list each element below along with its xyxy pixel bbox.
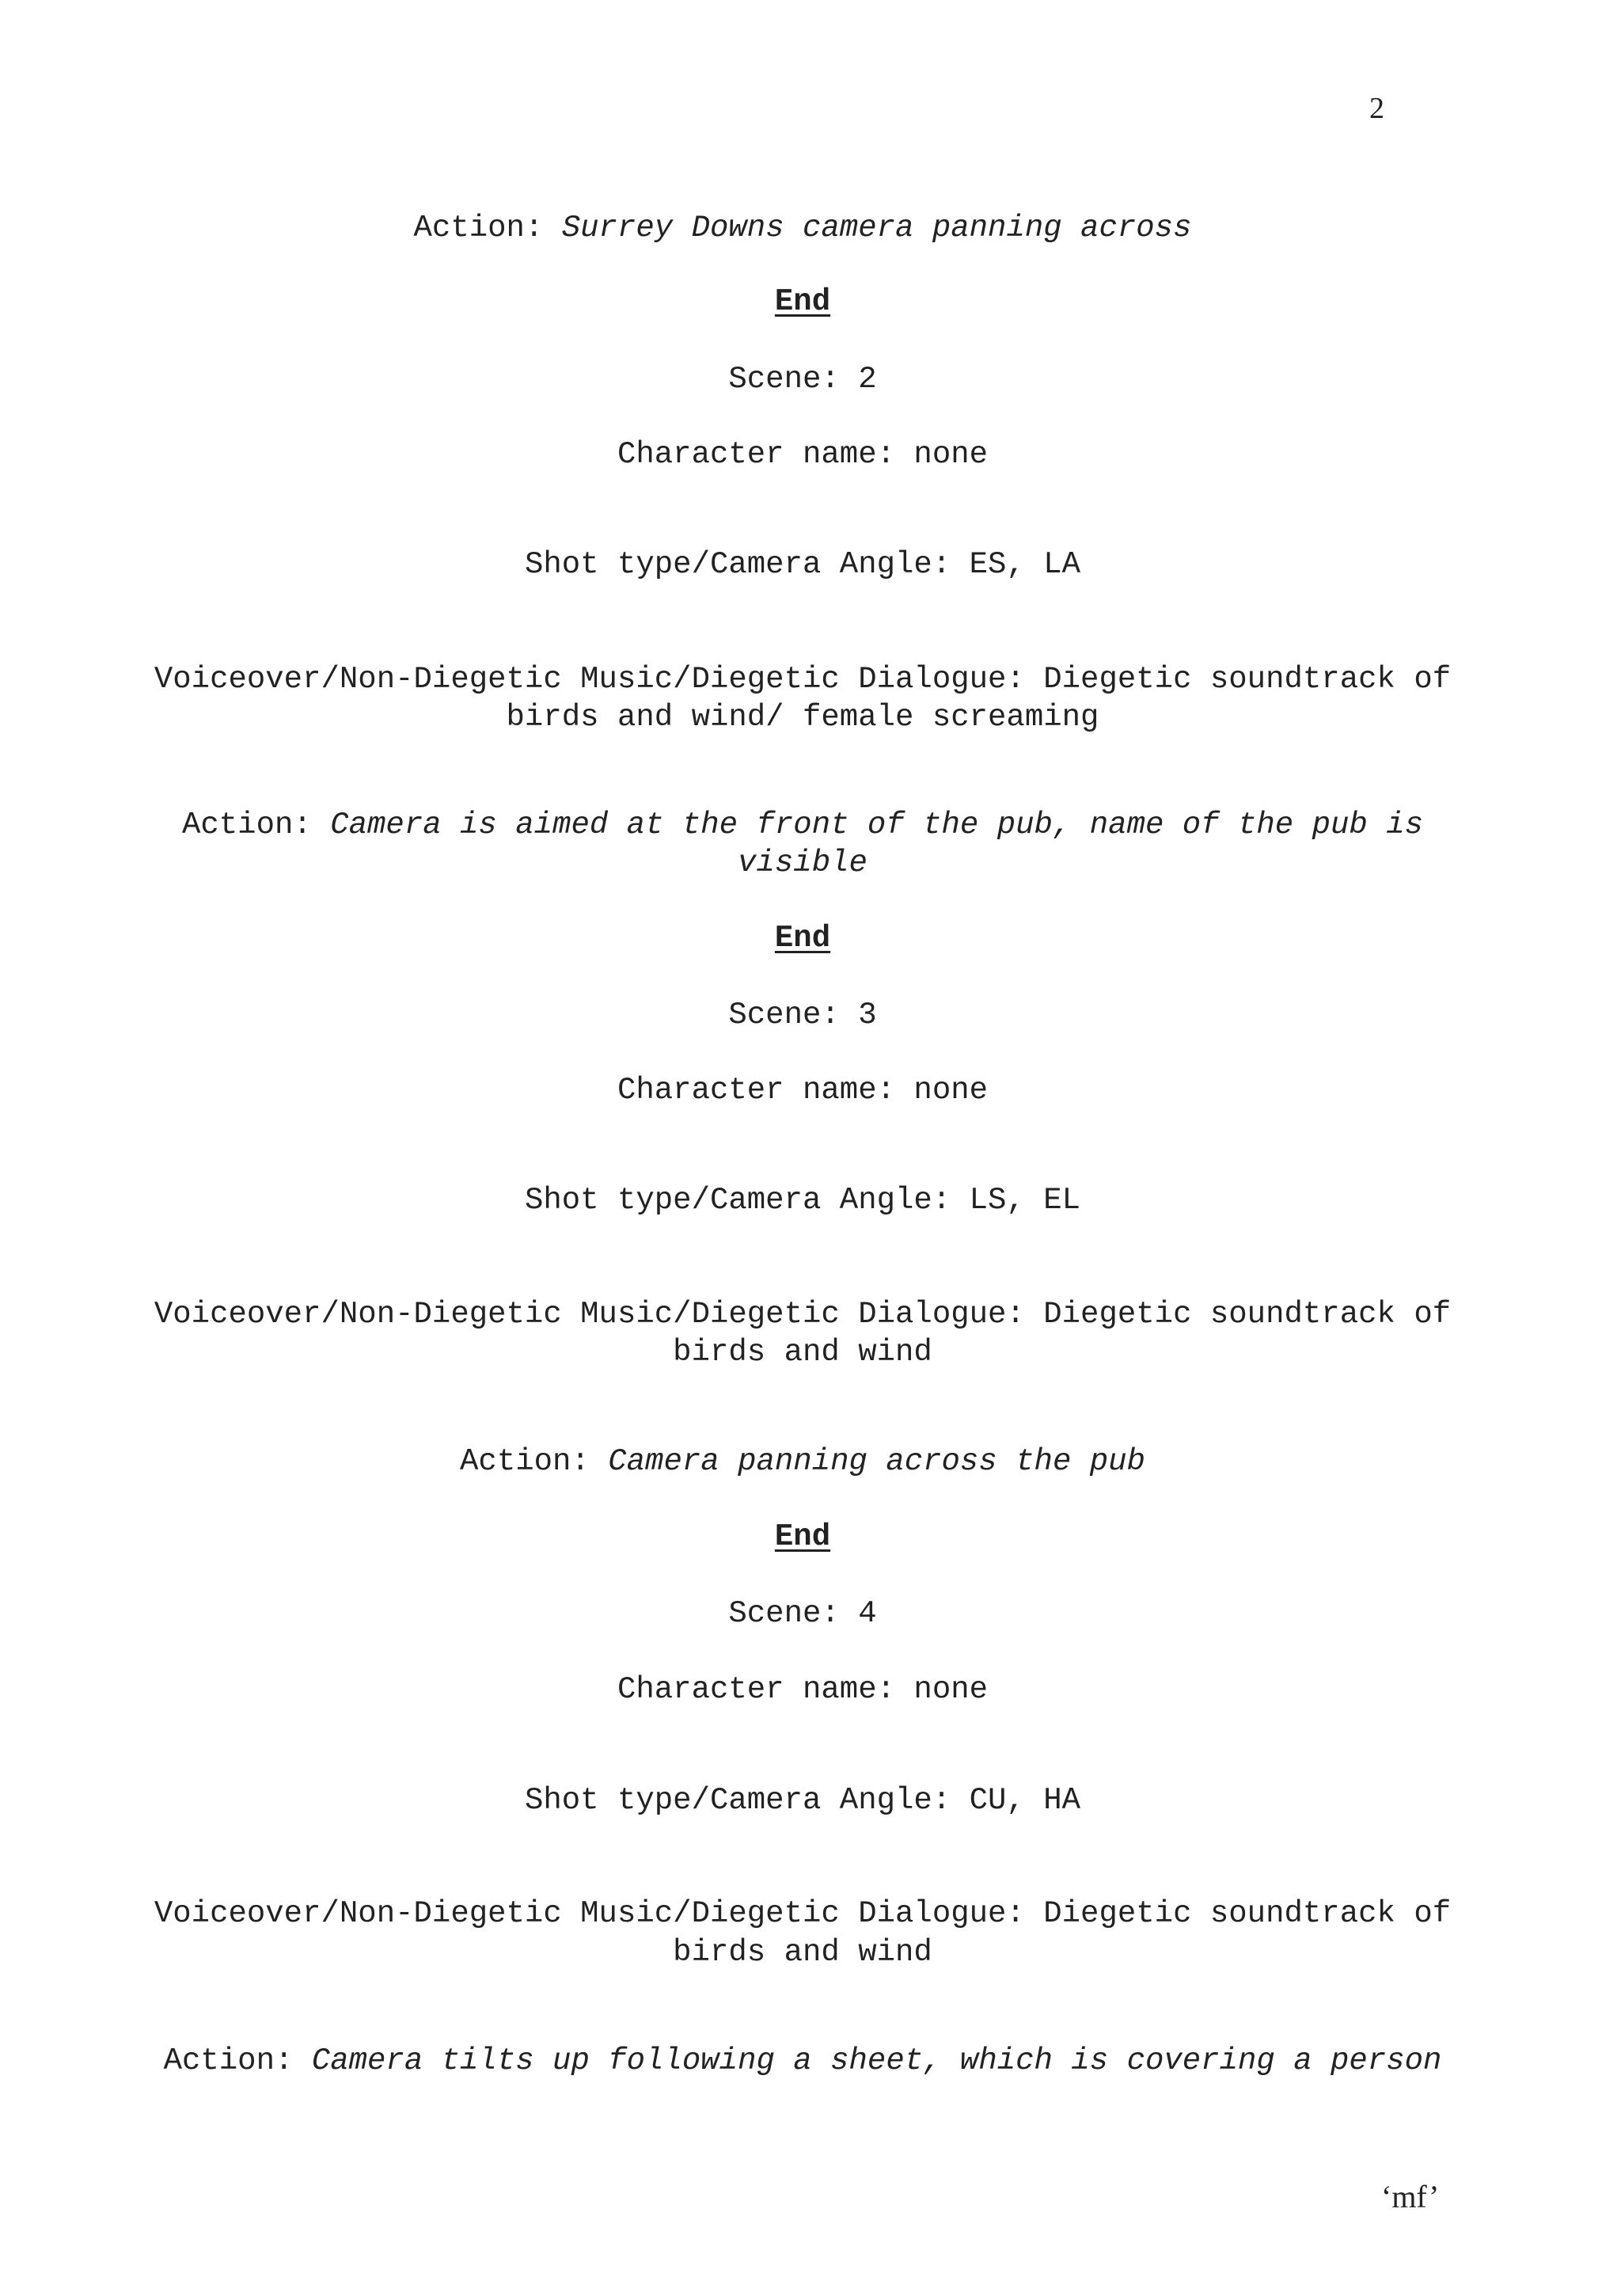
scene3-end [71,1518,1534,1556]
scene3-number: Scene: 3 [728,998,877,1032]
action-description: Camera tilts up following a sheet, which is covering a person [311,2043,1442,2078]
scene2-character: Character name: none [617,437,989,472]
end-marker: End [774,1519,831,1554]
action-description: Camera is aimed at the front of the pub, name of the pub is [330,808,1424,842]
scene4-character: Character name: none [617,1672,989,1707]
scene3-action [71,1443,1534,1481]
end-marker: End [774,284,831,319]
scene4-audio-line1: Voiceover/Non-Diegetic Music/Diegetic Dialogue: Diegetic soundtrack of [154,1896,1452,1931]
scene4-number: Scene: 4 [728,1596,877,1631]
scene2-action-line2 [71,844,1534,882]
action-label: Action: [413,211,562,245]
scene2-action-line1 [71,806,1534,844]
scene3-shot: Shot type/Camera Angle: LS, EL [524,1183,1081,1218]
scene1-end [71,283,1534,321]
scene4-audio-line2: birds and wind [673,1935,932,1970]
scene2-number: Scene: 2 [728,362,877,397]
scene1-action [71,209,1534,247]
scene2-shot: Shot type/Camera Angle: ES, LA [524,547,1081,582]
scene2-audio-line1: Voiceover/Non-Diegetic Music/Diegetic Dialogue: Diegetic soundtrack of [154,662,1452,697]
action-label: Action: [163,2043,312,2078]
scene3-audio-line1: Voiceover/Non-Diegetic Music/Diegetic Dialogue: Diegetic soundtrack of [154,1297,1452,1332]
scene4-action [71,2042,1534,2080]
scene3-audio-line2: birds and wind [673,1335,932,1370]
scene3-character: Character name: none [617,1073,989,1108]
action-label: Action: [181,808,331,842]
footer-initials: ‘mf’ [1381,2179,1440,2214]
page-number: 2 [1369,92,1384,125]
action-description: Camera panning across the pub [608,1444,1145,1479]
action-description: Surrey Downs camera panning across [561,211,1192,245]
scene2-audio-line2: birds and wind/ female screaming [506,700,1099,735]
end-marker: End [774,921,831,956]
scene2-end [71,919,1534,957]
action-label: Action: [460,1444,609,1479]
action-description-continued: visible [738,846,867,880]
scene4-shot: Shot type/Camera Angle: CU, HA [524,1783,1081,1818]
